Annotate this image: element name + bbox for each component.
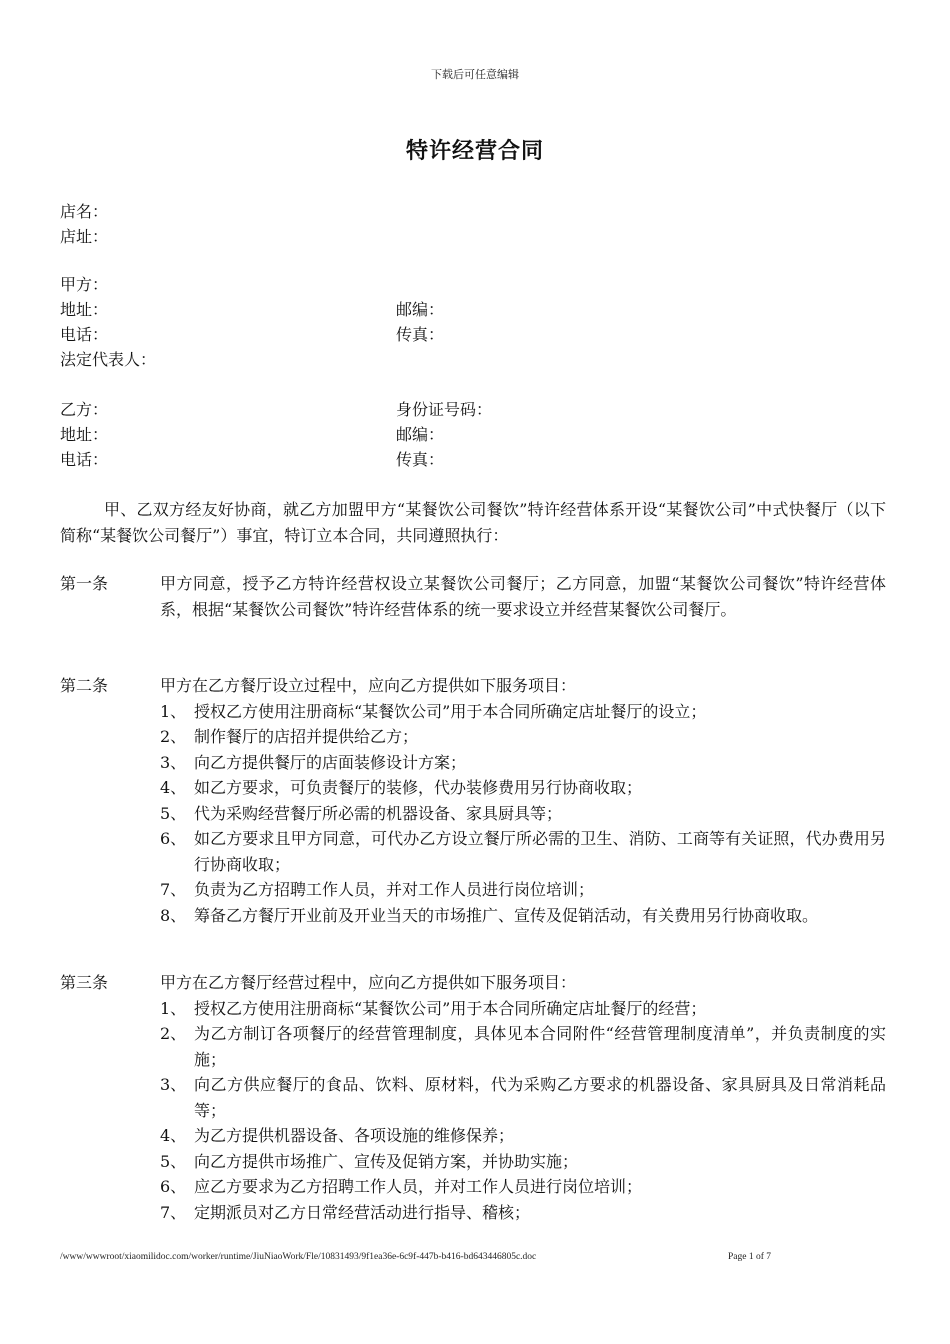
store-address-label: 店址：: [60, 227, 109, 246]
article-3-lead: 甲方在乙方餐厅经营过程中，应向乙方提供如下服务项目：: [160, 973, 577, 992]
item-number: 7、: [160, 880, 187, 899]
item-text: 向乙方提供市场推广、宣传及促销方案，并协助实施；: [194, 1151, 579, 1171]
party-a-phone-label: 电话：: [60, 325, 109, 344]
item-text: 为乙方制订各项餐厅的经营管理制度，具体见本合同附件“经营管理制度清单”，并负责制度的实施；: [194, 1024, 886, 1069]
item-number: 3、: [160, 1075, 187, 1094]
party-a-fax-label: 传真：: [396, 325, 445, 344]
store-name-label: 店名：: [60, 202, 109, 221]
document-title: 特许经营合同: [405, 139, 544, 164]
item-number: 4、: [160, 1126, 187, 1145]
item-number: 5、: [160, 803, 187, 823]
item-text: 如乙方要求，可负责餐厅的装修，代办装修费用另行协商收取；: [194, 778, 643, 797]
footer-page-number: Page 1 of 7: [728, 1252, 772, 1262]
item-number: 6、: [160, 1177, 187, 1196]
item-number: 8、: [160, 905, 187, 925]
party-b-phone-label: 电话：: [60, 450, 109, 469]
party-b-fax-label: 传真：: [396, 450, 445, 469]
item-number: 2、: [160, 1024, 187, 1043]
list-item: [60, 877, 886, 903]
item-text: 向乙方提供餐厅的店面装修设计方案；: [194, 752, 467, 772]
article-1-label: 第一条: [60, 574, 109, 593]
list-item: [60, 996, 886, 1022]
party-b-label: 乙方：: [60, 400, 109, 419]
item-number: 1、: [160, 701, 187, 721]
article-2-lead: 甲方在乙方餐厅设立过程中，应向乙方提供如下服务项目：: [160, 676, 577, 695]
item-number: 2、: [160, 727, 187, 746]
party-a-postcode-label: 邮编：: [396, 300, 445, 319]
party-b-address-label: 地址：: [60, 425, 109, 444]
list-item: [60, 1149, 886, 1175]
list-item: [60, 1072, 886, 1123]
article-2: [60, 673, 886, 928]
item-text: 负责为乙方招聘工作人员，并对工作人员进行岗位培训；: [194, 880, 595, 899]
item-text: 应乙方要求为乙方招聘工作人员，并对工作人员进行岗位培训；: [194, 1177, 643, 1196]
list-item: [60, 1200, 886, 1226]
party-a-address-label: 地址：: [60, 300, 109, 319]
item-number: 7、: [160, 1202, 187, 1222]
item-text: 筹备乙方餐厅开业前及开业当天的市场推广、宣传及促销活动，有关费用另行协商收取。: [194, 905, 819, 925]
article-1: [60, 571, 886, 622]
item-number: 4、: [160, 778, 187, 797]
item-number: 3、: [160, 752, 187, 772]
footer-file-path: /www/wwwroot/xiaomilidoc.com/worker/runtime/JiuNiaoWork/Fle/10831493/9f1ea36e-6c9f-447b-b416-bd643446805c.doc: [60, 1252, 537, 1262]
list-item: [60, 801, 886, 827]
item-text: 定期派员对乙方日常经营活动进行指导、稽核；: [194, 1202, 531, 1222]
party-b-postcode-label: 邮编：: [396, 425, 445, 444]
list-item: [60, 699, 886, 725]
article-3: [60, 970, 886, 1225]
party-a-representative-label: 法定代表人：: [60, 350, 157, 369]
list-item: [60, 724, 886, 750]
article-2-items: [60, 699, 886, 929]
item-number: 1、: [160, 998, 187, 1018]
item-number: 5、: [160, 1151, 187, 1171]
item-number: 6、: [160, 829, 187, 848]
article-3-items: [60, 996, 886, 1226]
article-2-label: 第二条: [60, 676, 109, 695]
list-item: [60, 826, 886, 877]
intro-paragraph: 甲、乙双方经友好协商，就乙方加盟甲方“某餐饮公司餐饮”特许经营体系开设“某餐饮公司”中式快餐厅（以下简称“某餐饮公司餐厅”）事宜，特订立本合同，共同遵照执行：: [60, 500, 886, 545]
list-item: [60, 750, 886, 776]
item-text: 为乙方提供机器设备、各项设施的维修保养；: [194, 1126, 515, 1145]
article-3-label: 第三条: [60, 973, 109, 992]
item-text: 代为采购经营餐厅所必需的机器设备、家具厨具等；: [194, 803, 563, 823]
header-note: 下载后可任意编辑: [431, 68, 519, 81]
list-item: [60, 1021, 886, 1072]
article-1-text: 甲方同意，授予乙方特许经营权设立某餐饮公司餐厅；乙方同意，加盟“某餐饮公司餐饮”特许经营体系，根据“某餐饮公司餐饮”特许经营体系的统一要求设立并经营某餐饮公司餐厅。: [160, 574, 886, 619]
list-item: [60, 775, 886, 801]
item-text: 授权乙方使用注册商标“某餐饮公司”用于本合同所确定店址餐厅的设立；: [194, 701, 707, 721]
item-text: 向乙方供应餐厅的食品、饮料、原材料，代为采购乙方要求的机器设备、家具厨具及日常消耗品等；: [194, 1075, 886, 1120]
list-item: [60, 1123, 886, 1149]
list-item: [60, 903, 886, 929]
list-item: [60, 1174, 886, 1200]
item-text: 授权乙方使用注册商标“某餐饮公司”用于本合同所确定店址餐厅的经营；: [194, 998, 707, 1018]
party-a-label: 甲方：: [60, 275, 109, 294]
party-b-id-label: 身份证号码：: [396, 400, 493, 419]
item-text: 制作餐厅的店招并提供给乙方；: [194, 727, 419, 746]
item-text: 如乙方要求且甲方同意，可代办乙方设立餐厅所必需的卫生、消防、工商等有关证照，代办费用另行协商收取；: [194, 829, 886, 874]
